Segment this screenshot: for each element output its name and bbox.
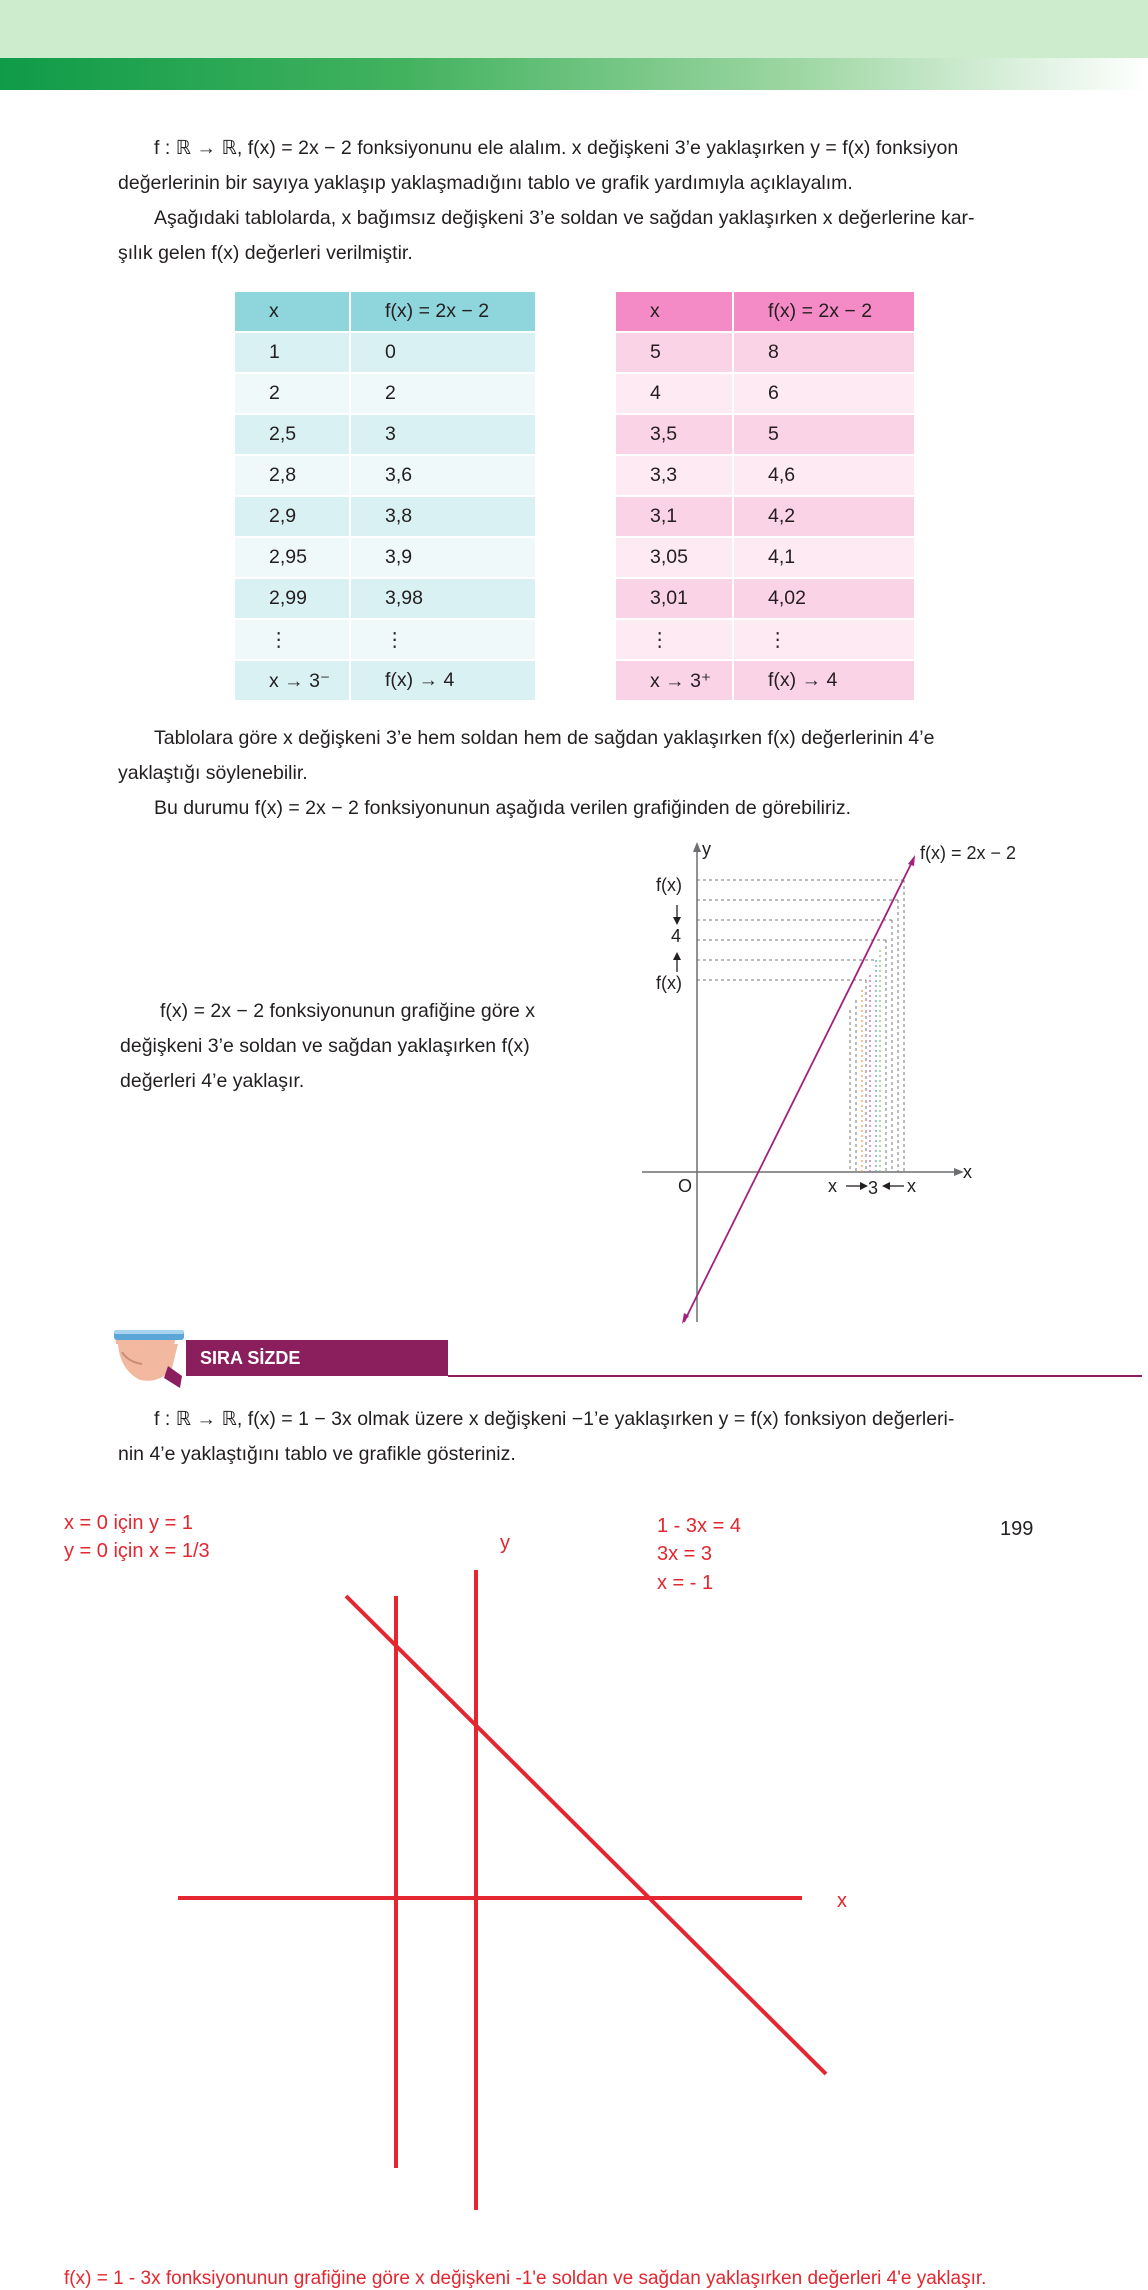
fx-cell: 4,6 bbox=[734, 456, 914, 497]
intro-line-1: f : ℝ → ℝ, f(x) = 2x − 2 fonksiyonunu ele alalım. x değişkeni 3’e yaklaşırken y = f(x) fonksiyon bbox=[154, 137, 959, 159]
x-cell: 3,3 bbox=[616, 456, 734, 497]
header-cell: f(x) = 2x − 2 bbox=[734, 292, 914, 333]
x-cell: 1 bbox=[235, 333, 351, 374]
graph-four-label: 4 bbox=[671, 926, 682, 946]
x-cell: x → 3⁺ bbox=[616, 661, 734, 702]
intro-line-3: Aşağıdaki tablolarda, x bağımsız değişkeni 3’e soldan ve sağdan yaklaşırken x değerlerine kar- bbox=[154, 207, 975, 229]
intro-line-4: şılık gelen f(x) değerleri verilmiştir. bbox=[118, 242, 413, 264]
page-number: 199 bbox=[1000, 1518, 1034, 1540]
handwritten-calc-3: x = - 1 bbox=[657, 1572, 714, 1594]
arrow-up-icon bbox=[673, 952, 681, 960]
x-cell: 2,9 bbox=[235, 497, 351, 538]
sira-line-1: f : ℝ → ℝ, f(x) = 1 − 3x olmak üzere x değişkeni −1’e yaklaşırken y = f(x) fonksiyon değerleri- bbox=[154, 1408, 955, 1430]
graph-side-text bbox=[120, 994, 598, 1099]
graph-y-label: y bbox=[702, 839, 711, 859]
x-cell: x → 3⁻ bbox=[235, 661, 351, 702]
header-cell: f(x) = 2x − 2 bbox=[351, 292, 535, 333]
fx-cell: 3,98 bbox=[351, 579, 535, 620]
side-line-2: değişkeni 3’e soldan ve sağdan yaklaşırken f(x) bbox=[120, 1035, 530, 1057]
fx-cell: 4,1 bbox=[734, 538, 914, 579]
sira-sizde-rule bbox=[448, 1375, 1142, 1377]
hand-function-line bbox=[346, 1596, 826, 2074]
x-cell: 3,1 bbox=[616, 497, 734, 538]
x-cell: ⋮ bbox=[616, 620, 734, 661]
handwritten-conclusion: f(x) = 1 - 3x fonksiyonunun grafiğine göre x değişkeni -1'e soldan ve sağdan yaklaşırken değerleri 4'e yaklaşır. bbox=[64, 2268, 987, 2289]
header-cell: x bbox=[616, 292, 734, 333]
side-line-3: değerleri 4’e yaklaşır. bbox=[120, 1070, 305, 1092]
after-line-3: Bu durumu f(x) = 2x − 2 fonksiyonunun aşağıda verilen grafiğinden de görebiliriz. bbox=[154, 797, 851, 819]
handwritten-calc-2: 3x = 3 bbox=[657, 1543, 713, 1565]
fx-cell: 3,8 bbox=[351, 497, 535, 538]
x-cell: 4 bbox=[616, 374, 734, 415]
intro-line-2: değerlerinin bir sayıya yaklaşıp yaklaşmadığını tablo ve grafik yardımıyla açıklayalım. bbox=[118, 172, 853, 194]
arrow-down-icon bbox=[673, 917, 681, 925]
handwritten-graph bbox=[0, 1560, 1148, 2220]
header-cell: x bbox=[235, 292, 351, 333]
graph-x-left-label: x bbox=[828, 1176, 837, 1196]
fx-cell: 5 bbox=[734, 415, 914, 456]
x-cell: 3,01 bbox=[616, 579, 734, 620]
x-cell: ⋮ bbox=[235, 620, 351, 661]
x-cell: 3,5 bbox=[616, 415, 734, 456]
after-line-1: Tablolara göre x değişkeni 3’e hem soldan hem de sağdan yaklaşırken f(x) değerlerinin 4’e bbox=[154, 727, 935, 749]
handwritten-calc-1: 1 - 3x = 4 bbox=[657, 1515, 741, 1537]
x-cell: 2,99 bbox=[235, 579, 351, 620]
graph-x-right-label: x bbox=[907, 1176, 916, 1196]
graph-fx-top-label: f(x) bbox=[656, 875, 682, 895]
handwritten-note-1: x = 0 için y = 1 bbox=[64, 1512, 193, 1534]
graph-fx-bottom-label: f(x) bbox=[656, 973, 682, 993]
fx-cell: 2 bbox=[351, 374, 535, 415]
arrow-right-icon bbox=[860, 1182, 868, 1190]
sira-line-2: nin 4’e yaklaştığını tablo ve grafikle gösteriniz. bbox=[118, 1443, 516, 1465]
fx-cell: ⋮ bbox=[734, 620, 914, 661]
after-line-2: yaklaştığı söylenebilir. bbox=[118, 762, 308, 784]
handwritten-note-2: y = 0 için x = 1/3 bbox=[64, 1540, 210, 1562]
x-cell: 2 bbox=[235, 374, 351, 415]
colored-guide-lines bbox=[862, 950, 880, 1172]
graph-x-label: x bbox=[963, 1162, 972, 1182]
guide-lines bbox=[697, 880, 904, 1172]
graph-three-label: 3 bbox=[868, 1178, 879, 1198]
x-cell: 2,5 bbox=[235, 415, 351, 456]
fx-cell: 4,2 bbox=[734, 497, 914, 538]
fx-cell: 4,02 bbox=[734, 579, 914, 620]
graph-origin-label: O bbox=[678, 1176, 693, 1196]
x-cell: 5 bbox=[616, 333, 734, 374]
arrow-left-icon bbox=[882, 1182, 890, 1190]
fx-cell: 3,6 bbox=[351, 456, 535, 497]
line-arrow-top-icon bbox=[908, 855, 915, 866]
fx-cell: 6 bbox=[734, 374, 914, 415]
x-cell: 2,95 bbox=[235, 538, 351, 579]
sira-sizde-badge: SIRA SİZDE bbox=[186, 1340, 448, 1376]
handwritten-x-label: x bbox=[837, 1890, 847, 1912]
side-line-1: f(x) = 2x − 2 fonksiyonunun grafiğine göre x bbox=[160, 1000, 536, 1022]
fx-cell: 0 bbox=[351, 333, 535, 374]
sira-sizde-paragraph bbox=[118, 1402, 1036, 1472]
fx-cell: ⋮ bbox=[351, 620, 535, 661]
fx-cell: 3 bbox=[351, 415, 535, 456]
fx-cell: 3,9 bbox=[351, 538, 535, 579]
hand-pen-icon bbox=[108, 1322, 188, 1392]
x-cell: 3,05 bbox=[616, 538, 734, 579]
fx-cell: f(x) → 4 bbox=[351, 661, 535, 702]
graph-function-label: f(x) = 2x − 2 bbox=[920, 843, 1017, 863]
fx-cell: 8 bbox=[734, 333, 914, 374]
x-cell: 2,8 bbox=[235, 456, 351, 497]
fx-cell: f(x) → 4 bbox=[734, 661, 914, 702]
y-axis-arrow-icon bbox=[693, 842, 701, 852]
handwritten-y-label: y bbox=[500, 1532, 510, 1554]
